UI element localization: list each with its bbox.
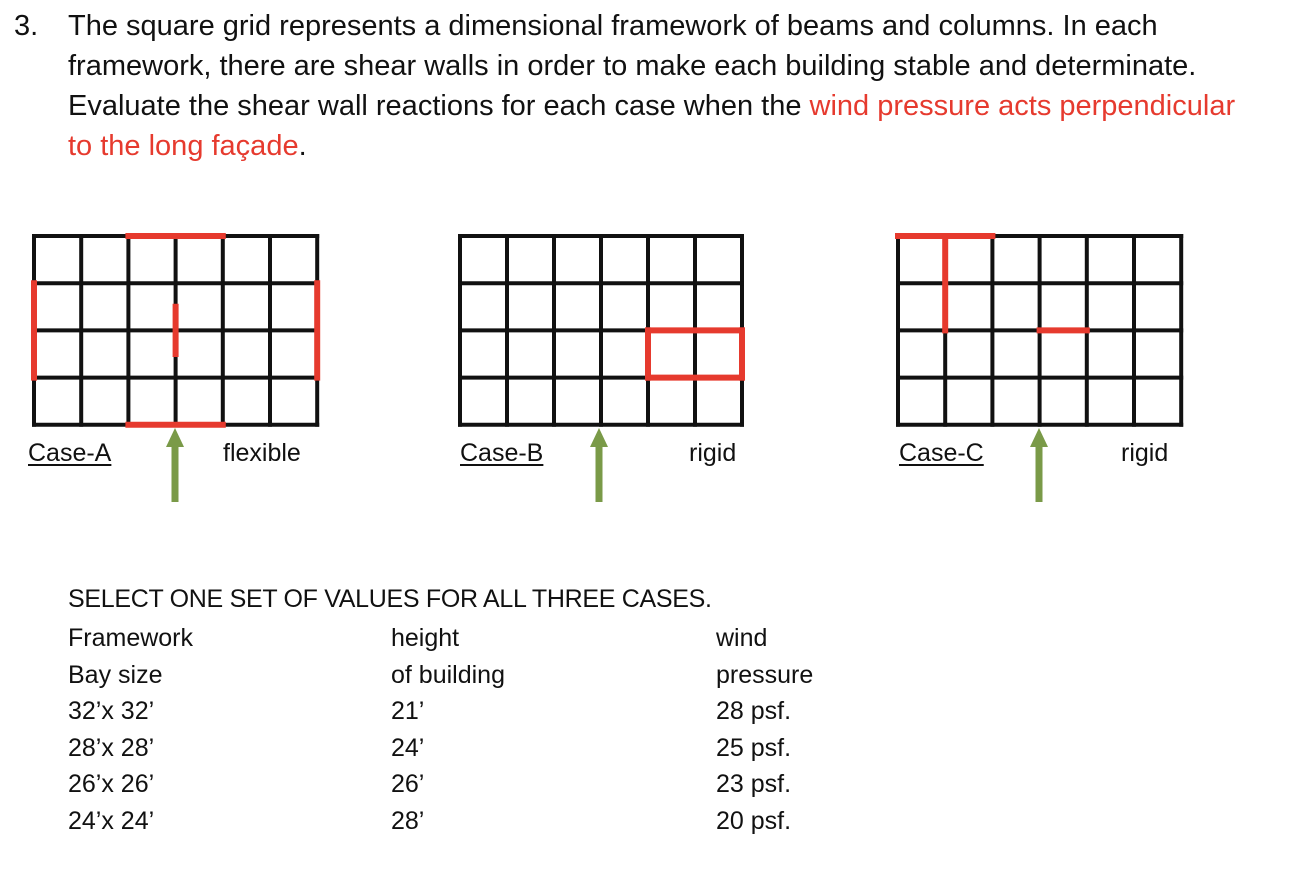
column-header: wind [716, 624, 768, 652]
option-value: 26’x 26’ [68, 770, 155, 798]
option-value: 21’ [391, 697, 425, 725]
option-value: 25 psf. [716, 733, 792, 762]
column-header: height [391, 624, 460, 652]
question-text-highlight: wind pressure acts perpendicular to the long façade [68, 90, 1236, 162]
case-c-diaphragm: rigid [1121, 439, 1169, 467]
wind-arrow-head [1030, 428, 1048, 447]
option-value: 24’x 24’ [68, 806, 155, 835]
option-value: 28’x 28’ [68, 733, 155, 762]
wind-arrow-case-2 [590, 428, 608, 502]
options-column-bay-size [68, 620, 193, 839]
wind-arrow-head [166, 428, 184, 447]
option-value: 23 psf. [716, 770, 792, 798]
options-title: SELECT ONE SET OF VALUES FOR ALL THREE CASES. [68, 585, 712, 613]
wind-arrow-case-1 [166, 428, 184, 502]
case-a-label: Case-A [28, 439, 112, 467]
options-column-wind-pressure [716, 620, 813, 839]
case-b-label: Case-B [460, 439, 544, 467]
option-value: 24’ [391, 733, 425, 762]
case-a-diaphragm: flexible [223, 439, 301, 467]
option-value: 28 psf. [716, 697, 792, 725]
option-value: 28’ [391, 806, 425, 835]
question-number: 3. [14, 10, 39, 42]
options-column-height [391, 620, 505, 839]
wind-arrow-head [590, 428, 608, 447]
wind-arrow-case-3 [1030, 428, 1048, 502]
question-text-end: . [298, 130, 307, 162]
column-header: Framework [68, 624, 194, 652]
case-c-label: Case-C [899, 439, 984, 467]
column-header: Bay size [68, 660, 163, 689]
option-value: 20 psf. [716, 806, 792, 835]
question-text-plain: The square grid represents a dimensional framework of beams and columns. In each framework, there are shear walls in order to make each building stable and determinate. Evaluate the shear wall reactions for each case when the [68, 10, 1197, 122]
column-header: of building [391, 660, 505, 689]
column-header: pressure [716, 660, 814, 689]
option-value: 32’x 32’ [68, 697, 155, 725]
option-value: 26’ [391, 770, 425, 798]
case-b-diaphragm: rigid [689, 439, 737, 467]
